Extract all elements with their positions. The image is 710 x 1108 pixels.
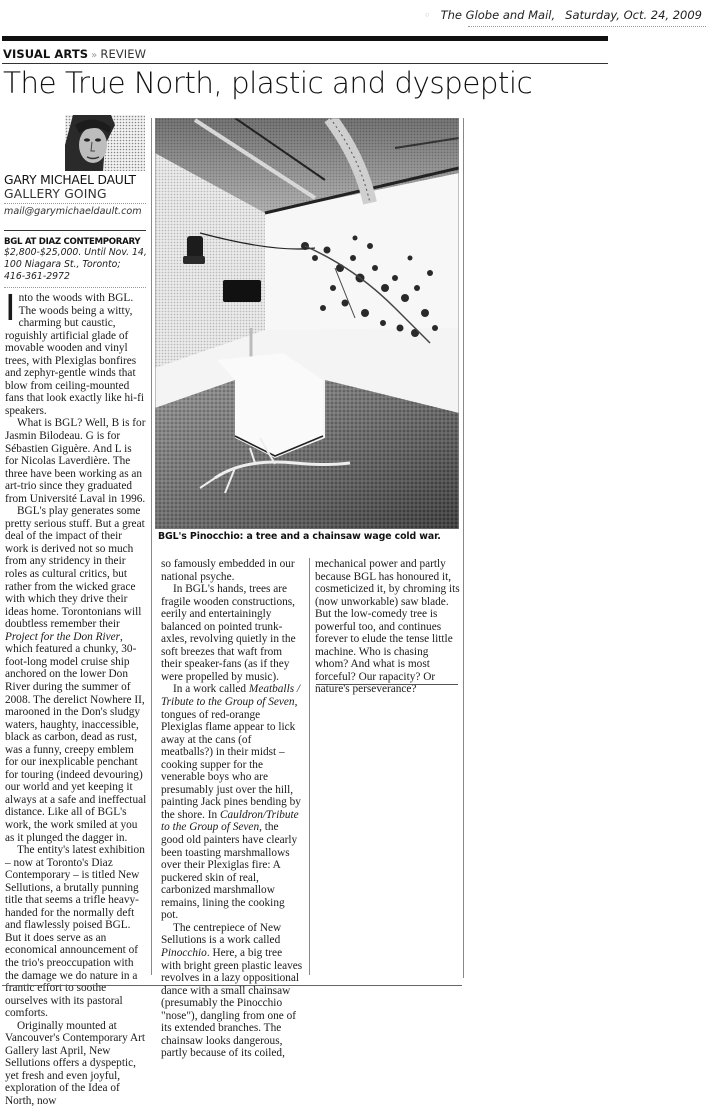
author-email-link[interactable]: mail@garymichaeldault.com [4,206,142,217]
byline-dotted-rule [4,203,146,204]
paragraph-continued: so famously embedded in our national psyche. [161,558,295,583]
venue-name: BGL AT DIAZ CONTEMPORARY [4,237,141,247]
exhibition-photo [155,118,459,529]
section-label [3,47,146,61]
publication-date: Saturday, Oct. 24, 2009 [565,8,702,22]
masthead-dotted-rule [468,26,706,27]
column-divider [151,118,152,975]
info-box-rule [4,230,146,231]
page-marker-icon: ◦ [423,8,431,22]
paragraph-text: In a work called [173,683,249,696]
work-title: Pinocchio [161,946,207,959]
section-top-bar [2,36,608,41]
paragraph-text: nto the woods with BGL. The woods being a witty, charming but caustic, roguishly artificial glade of movable wooden and vinyl trees, with Plexiglas bonfires and zephyr-gentle winds that blow from ceiling-mounted fans that look exactly like hi-fi speakers. [5,292,144,417]
paragraph: Originally mounted at Vancouver's Contemporary Art Gallery last April, New Sellutions offers a dyspeptic, yet fresh and even joyful, exploration of the Idea of North, now [5,1019,146,1107]
venue-address: 100 Niagara St., Toronto; [4,259,121,270]
column-divider [309,558,310,975]
section-kicker: VISUAL ARTS [3,47,89,61]
paragraph-text: , the good old painters have clearly been toasting marshmallows over their Plexiglas fire: A puckered skin of real, carbonized marshmallow remains, lining the cooking pot. [161,821,298,922]
price-dates: $2,800-$25,000. Until Nov. 14, [4,247,147,258]
column-divider [463,118,464,978]
page-bottom-rule [2,985,462,986]
chevron-separator-icon: » [91,50,98,61]
paragraph [5,505,147,844]
work-title: Project for the Don River [5,630,121,643]
venue-phone: 416-361-2972 [4,271,70,282]
headline: The True North, plastic and dyspeptic [3,66,533,100]
section-rule [2,63,608,64]
paragraph-text: BGL's play generates some pretty serious stuff. But a great deal of the impact of their work is derived not so much from any stridency in their roles as cultural critics, but rather from the wicked grace with which they drive their ideas home. Torontonians will doubtless remember their [5,505,145,631]
exhibition-info-box [4,237,148,283]
column-name: GALLERY GOING [4,187,107,201]
section-subsection: REVIEW [100,47,147,61]
article-column-3 [315,558,460,696]
paragraph-continued: mechanical power and partly because BGL has honoured it, cosmeticized it, by chroming its (now unworkable) saw blade. But the low-comedy tree is powerful too, and continues forever to elude the tense little machine. Who is chasing whom? And what is most forceful? Our rapacity? Or nature's perseverance? [315,558,460,696]
paragraph-text: , which featured a chunky, 30-foot-long model cruise ship anchored on the lower Don River during the summer of 2008. The derelict Nowhere II, marooned in the Don's sludgy waters, haughty, inaccessible, black as carbon, dead as rust, was a funny, creepy emblem for our inexplicable penchant for touring (indeed devouring) our world and yet keeping it always at a safe and ineffectual distance. Like all of BGL's work, the work smiled at you as it plunged the dagger in. [5,630,147,844]
paragraph [161,683,303,921]
info-box-dotted-rule [4,287,146,288]
byline [4,173,146,217]
publication-name: The Globe and Mail, [440,8,556,22]
drop-cap: I [5,288,16,329]
article-end-rule [316,684,458,685]
paragraph-text: , tongues of red-orange Plexiglas flame appear to lick away at the cans (of meatballs?) in their midst – cooking supper for the venerable boys who are presumably just over the hill, painting Jack pines bending by the shore. In [161,696,301,821]
paragraph-text: The centrepiece of New Sellutions is a work called [161,921,282,947]
paragraph [5,288,147,417]
photo-caption: BGL's Pinocchio: a tree and a chainsaw wage cold war. [158,531,441,542]
paragraph: The entity's latest exhibition – now at Toronto's Diaz Contemporary – is titled New Sellutions, a brutally punning title that seems a trifle heavy-handed for the normally deft and flawlessly poised BGL. But it does serve as an economical announcement of the trio's preoccupation with the damage we do nature in a frantic effort to soothe ourselves with its pastoral comforts. [5,844,145,1020]
author-photo [65,115,145,171]
work-title: Cauldron/Tribute to the Group of Seven [161,808,299,834]
paragraph-text: . Here, a big tree with bright green plastic leaves revolves in a lazy oppositional dance with a small chainsaw (presumably the Pinocchio "nose"), dangling from one of its extended branches. The chainsaw looks dangerous, partly because of its coiled, [161,946,303,1060]
masthead [424,8,702,22]
paragraph: In BGL's hands, trees are fragile wooden constructions, eerily and entertainingly balanced on pointed trunk-axles, revolving quietly in the soft breezes that waft from their speaker-fans (as if they were propelled by music). [161,583,296,683]
work-title: Meatballs / Tribute to the Group of Seven [161,683,301,709]
author-name: GARY MICHAEL DAULT [4,173,136,187]
paragraph [161,922,303,1060]
paragraph: What is BGL? Well, B is for Jasmin Bilodeau. G is for Sébastien Giguère. And L is for Nicolas Laverdière. The three have been working as an art-trio since they graduated from Université Laval in 1996. [5,417,146,505]
